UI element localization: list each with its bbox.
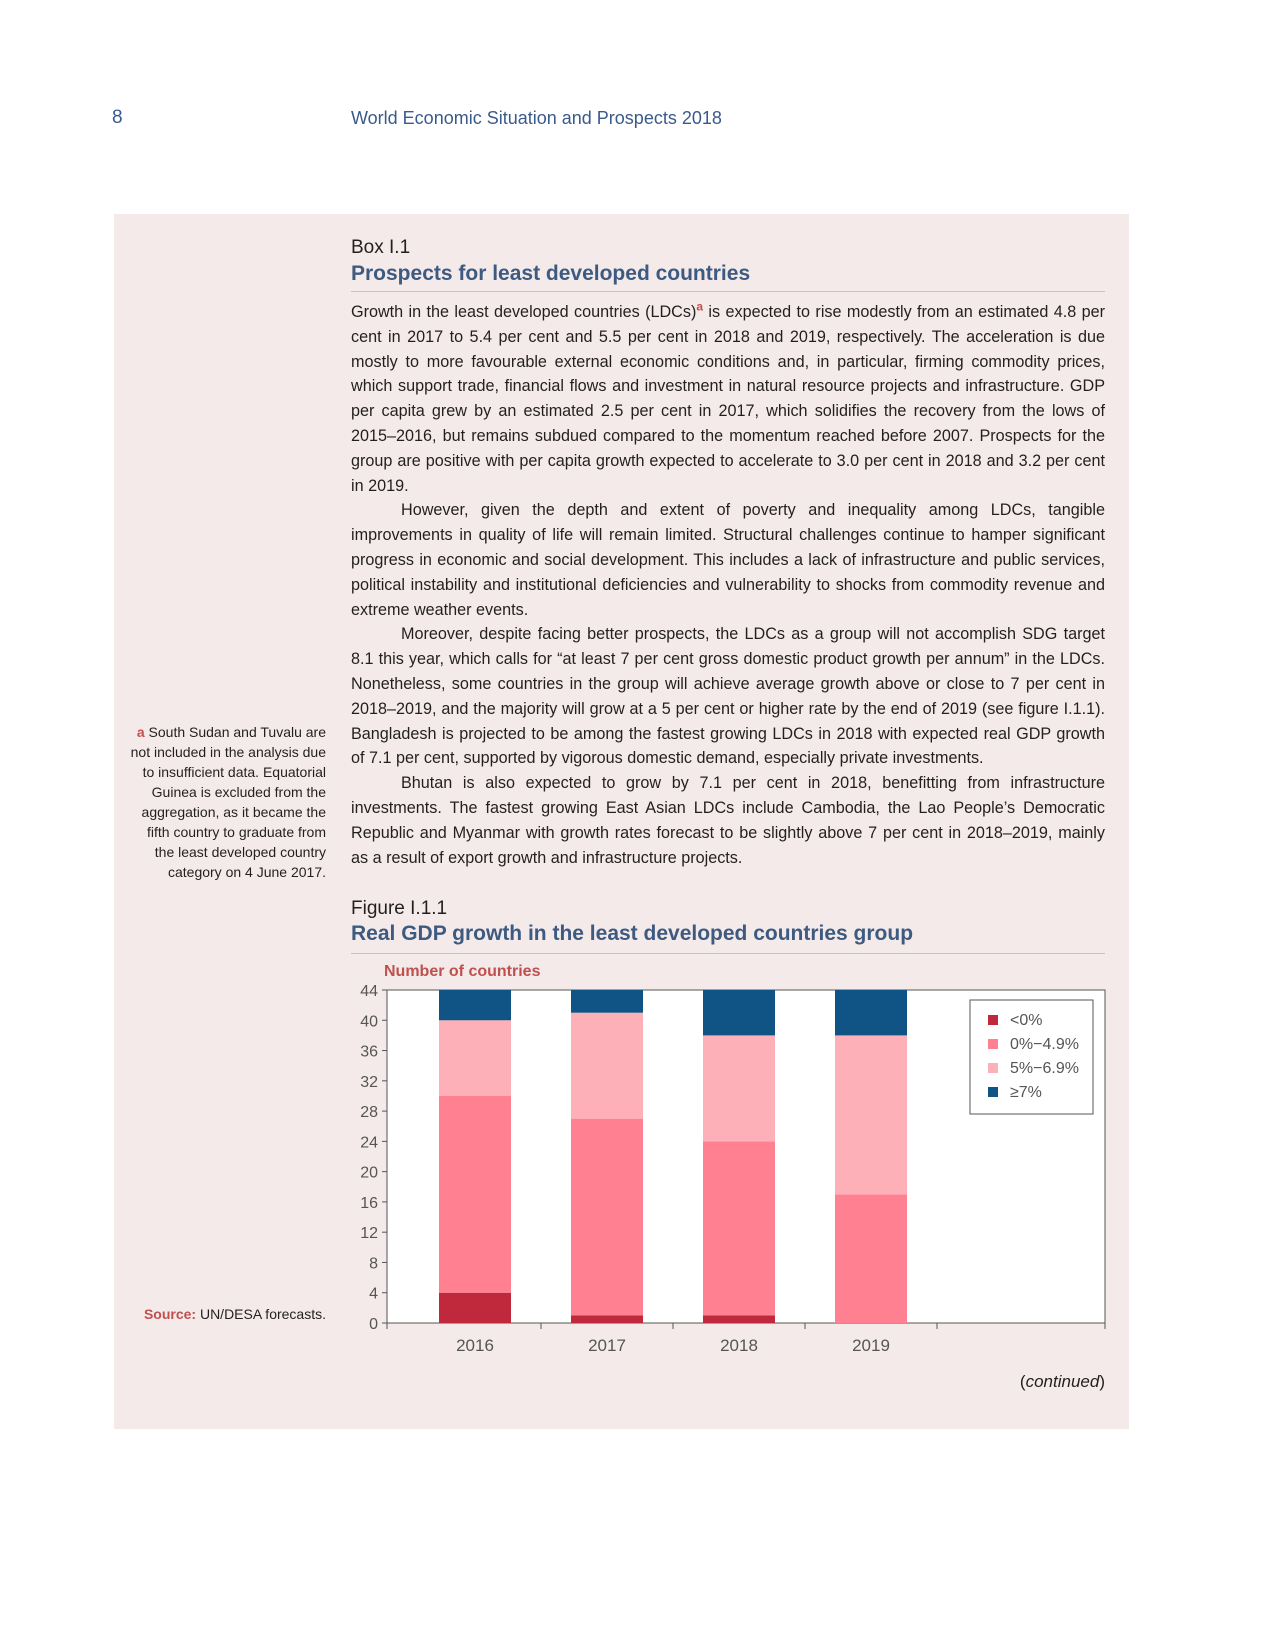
y-axis	[360, 983, 387, 1333]
x-tick-label: 2016	[456, 1336, 494, 1355]
bar-segment-2019-2	[835, 1194, 907, 1323]
figure-title: Real GDP growth in the least developed countries group	[351, 922, 914, 945]
y-axis-title: Number of countries	[384, 963, 541, 980]
continued-note	[1020, 1372, 1105, 1392]
paragraph-1-rest: is expected to rise modestly from an estimated 4.8 per cent in 2017 to 5.4 per cent and 5.5 per cent in 2018 and 2019, respectively. The acceleration is due mostly to more favourable external economic conditions and, in particular, firming commodity prices, which support trade, financial flows and investment in natural resource projects and infrastructure. GDP per capita grew by an estimated 2.5 per cent in 2017, which solidifies the recovery from the lows of 2015–2016, but remains subdued compared to the momentum reached before 2007. Prospects for the group are positive with per capita growth expected to accelerate to 3.0 per cent in 2018 and 3.2 per cent in 2019.	[351, 303, 1105, 495]
bar-segment-2016-1	[439, 1293, 511, 1323]
footnote	[130, 722, 326, 882]
bar-segment-2017-2	[571, 1119, 643, 1316]
x-axis	[387, 1323, 1105, 1355]
legend-label: 0%−4.9%	[1010, 1036, 1079, 1053]
box-body-text	[351, 300, 1105, 870]
y-tick-label: 44	[360, 983, 378, 1000]
x-tick-label: 2019	[852, 1336, 890, 1355]
legend-swatch	[988, 1015, 998, 1025]
y-tick-label: 32	[360, 1073, 378, 1091]
legend-swatch	[988, 1039, 998, 1049]
stacked-bar-chart	[340, 958, 1120, 1358]
legend-swatch	[988, 1087, 998, 1097]
page-number: 8	[112, 107, 123, 128]
bar-segment-2016-2	[439, 1096, 511, 1293]
continued-text: continued	[1025, 1372, 1100, 1391]
y-tick-label: 16	[360, 1194, 378, 1212]
continued-open: (	[1019, 1372, 1026, 1391]
legend-label: <0%	[1010, 1012, 1043, 1029]
y-tick-label: 4	[369, 1285, 378, 1303]
continued-close: )	[1099, 1372, 1105, 1391]
y-tick-label: 28	[360, 1104, 378, 1122]
y-tick-label: 8	[369, 1255, 378, 1273]
bar-segment-2018-1	[703, 1315, 775, 1323]
source-text: UN/DESA forecasts.	[196, 1306, 326, 1322]
legend[interactable]	[970, 1000, 1093, 1114]
y-tick-label: 36	[360, 1043, 378, 1061]
bar-segment-2016-3	[439, 1020, 511, 1096]
legend-swatch	[988, 1063, 998, 1073]
bar-segment-2017-4	[571, 990, 643, 1013]
paragraph-1-start: Growth in the least developed countries (LDCs)	[351, 303, 697, 321]
running-header: World Economic Situation and Prospects 2018	[351, 108, 722, 128]
bar-segment-2019-4	[835, 990, 907, 1035]
footnote-letter: a	[136, 724, 145, 740]
paragraph-4: Bhutan is also expected to grow by 7.1 per cent in 2018, benefitting from infrastructure investments. The fastest growing East Asian LDCs include Cambodia, the Lao People’s Democratic Republic and Myanmar with growth rates forecast to be slightly above 7 per cent in 2018–2019, mainly as a result of export growth and infrastructure projects.	[351, 774, 1105, 867]
y-tick-label: 0	[369, 1316, 378, 1333]
paragraph-2: However, given the depth and extent of poverty and inequality among LDCs, tangible improvements in quality of life will remain limited. Structural challenges continue to hamper significant progress in economic and social development. This includes a lack of infrastructure and public services, political instability and institutional deficiencies and vulnerability to shocks from commodity revenue and extreme weather events.	[351, 501, 1105, 619]
bar-segment-2019-3	[835, 1035, 907, 1194]
box-title: Prospects for least developed countries	[351, 262, 751, 285]
y-tick-label: 12	[360, 1225, 378, 1243]
y-tick-label: 40	[360, 1013, 378, 1031]
footnote-marker[interactable]: a	[696, 299, 704, 314]
box-label: Box I.1	[351, 237, 411, 258]
footnote-text: South Sudan and Tuvalu are not included in the analysis due to insufficient data. Equatorial Guinea is excluded from the aggregation, as it became the fifth country to graduate from the least developed country category on 4 June 2017.	[130, 724, 326, 880]
figure-title-rule	[351, 953, 1105, 954]
x-tick-label: 2017	[588, 1336, 626, 1355]
bar-segment-2018-3	[703, 1035, 775, 1141]
source-note	[130, 1306, 326, 1322]
bar-segment-2016-4	[439, 990, 511, 1020]
bar-segment-2018-4	[703, 990, 775, 1035]
legend-label: ≥7%	[1010, 1084, 1042, 1101]
paragraph-3: Moreover, despite facing better prospects, the LDCs as a group will not accomplish SDG target 8.1 this year, which calls for “at least 7 per cent gross domestic product growth per annum” in the LDCs. Nonetheless, some countries in the group will achieve average growth above or close to 7 per cent in 2018–2019, and the majority will grow at a 5 per cent or higher rate by the end of 2019 (see figure I.1.1). Bangladesh is projected to be among the fastest growing LDCs in 2018 with expected real GDP growth of 7.1 per cent, supported by vigorous domestic demand, especially private investments.	[351, 625, 1105, 768]
legend-label: 5%−6.9%	[1010, 1060, 1079, 1077]
y-tick-label: 24	[360, 1134, 378, 1152]
x-tick-label: 2018	[720, 1336, 758, 1355]
figure-label: Figure I.1.1	[351, 898, 448, 919]
bar-segment-2018-2	[703, 1141, 775, 1315]
paragraph-1	[351, 300, 1105, 498]
source-label: Source:	[143, 1306, 197, 1322]
box-title-rule	[351, 291, 1105, 292]
bar-segment-2017-1	[571, 1315, 643, 1323]
bar-segment-2017-3	[571, 1013, 643, 1119]
y-tick-label: 20	[360, 1164, 378, 1182]
